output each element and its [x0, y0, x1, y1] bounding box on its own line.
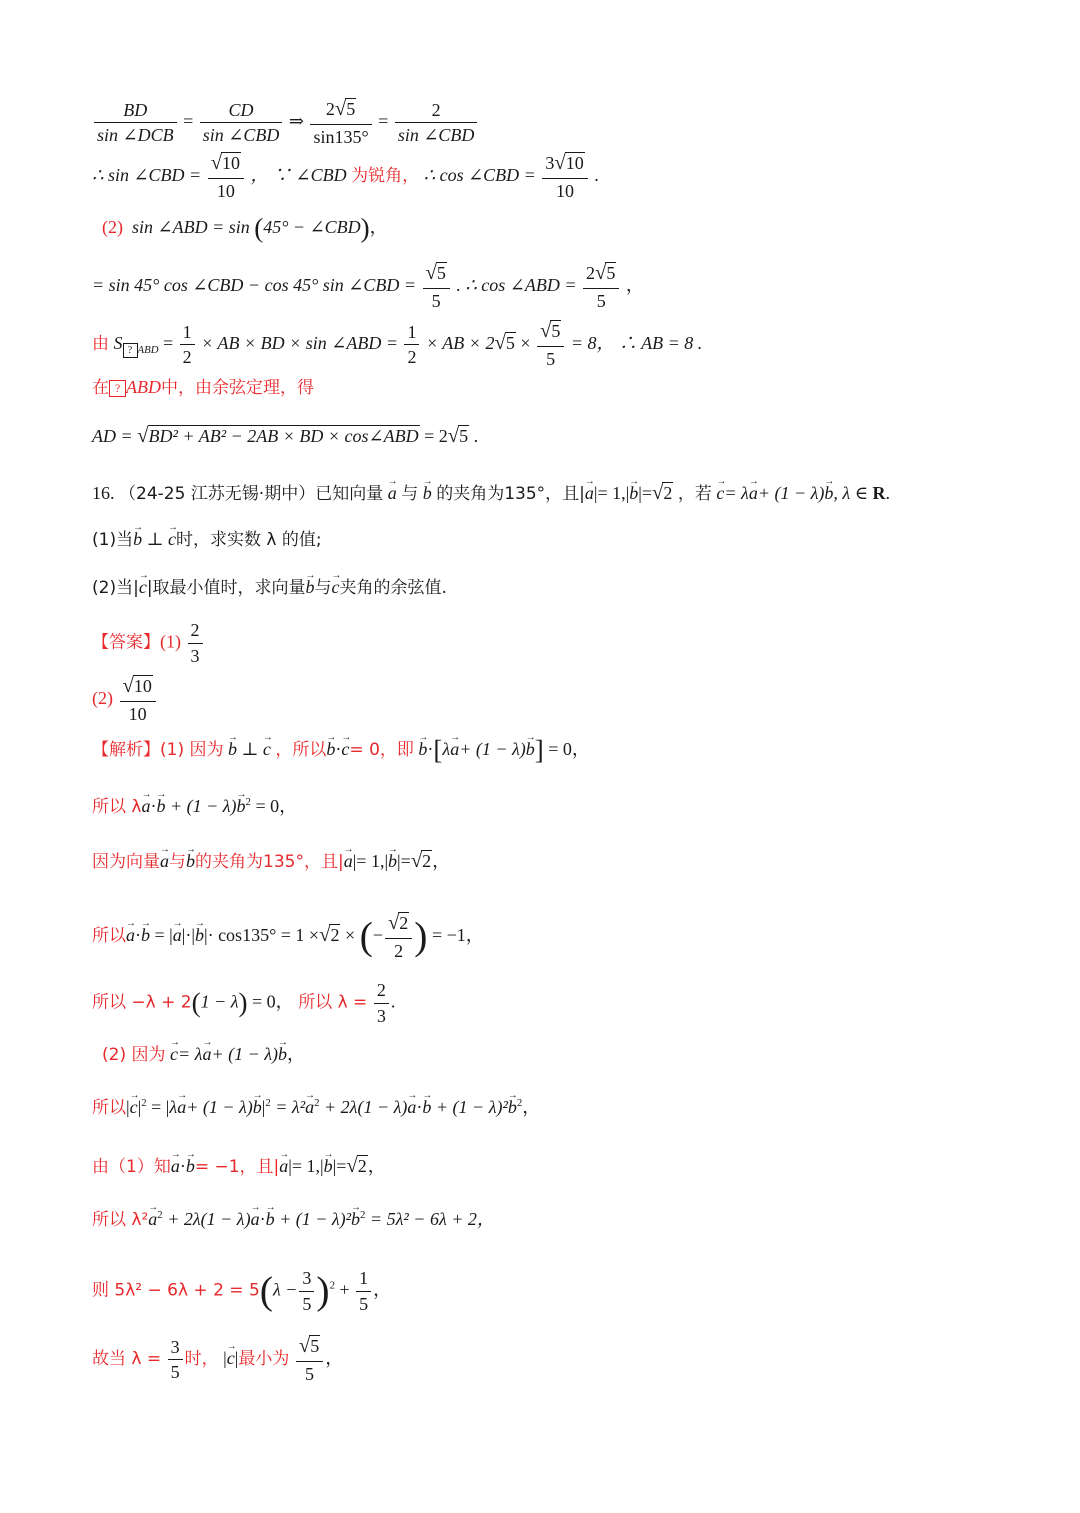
- numerator: [120, 675, 156, 702]
- abs-b: |=: [332, 1156, 347, 1176]
- radical-sign: √: [652, 482, 664, 504]
- c-def2: + (1 − λ): [211, 1044, 279, 1064]
- therefore-cos-cbd: ∴ cos ∠CBD =: [423, 164, 536, 185]
- radicand: 2: [399, 913, 409, 933]
- eq-law-of-sines: [92, 98, 479, 147]
- vec-a: a →: [450, 740, 459, 758]
- numerator: [296, 1335, 323, 1362]
- numerator: 3: [299, 1268, 314, 1292]
- vec-a: a →: [141, 797, 150, 815]
- vec-c: c →: [341, 740, 349, 758]
- s11-when: 时，: [184, 1348, 219, 1369]
- radicand: 5: [346, 99, 356, 119]
- radicand: 10: [133, 676, 152, 696]
- numerator: 2: [395, 100, 478, 124]
- denominator: sin ∠DCB: [97, 125, 174, 146]
- square: 2: [245, 796, 251, 808]
- s7-end: + 2λ(1 − λ): [324, 1097, 408, 1117]
- radical-sign: √: [210, 152, 223, 174]
- radicand-cosine-law: BD² + AB² − 2AB × BD × cos∠ABD: [148, 426, 419, 446]
- paren-close: ): [414, 913, 428, 958]
- area-expr: × AB × BD × sin ∠ABD =: [201, 332, 398, 353]
- s7-end: + 2λ(1 − λ): [167, 1209, 251, 1229]
- vec-a: a →: [407, 1098, 416, 1116]
- frac-sqrt2-2: [385, 912, 412, 961]
- comma: ，: [522, 1097, 541, 1117]
- frac-2-3: [188, 620, 203, 666]
- question-16: [92, 482, 890, 504]
- vec-a: a →: [126, 926, 135, 944]
- square: 2: [329, 1279, 335, 1292]
- c-def: = λ: [724, 483, 749, 503]
- denominator: 10: [556, 180, 574, 201]
- so-lambda: 所以 λ: [92, 797, 142, 817]
- s9-end: = 5λ² − 6λ + 2，: [369, 1209, 495, 1229]
- frac-3-5: [299, 1268, 314, 1314]
- you-text: 由: [92, 333, 109, 354]
- numerator: [537, 320, 564, 347]
- frac-bd-sin-dcb: [94, 100, 177, 146]
- lambda: λ: [169, 1097, 178, 1117]
- vec-c: c →: [332, 578, 340, 596]
- equals: =: [163, 332, 174, 353]
- s7-so: 所以: [92, 1098, 126, 1118]
- vec-c: c →: [716, 484, 724, 502]
- denominator: sin ∠CBD: [202, 125, 280, 146]
- solution-line-5: [92, 980, 395, 1026]
- s2-end: = 0，: [255, 796, 298, 816]
- equals: =: [183, 110, 194, 131]
- vec-b: b →: [266, 1210, 275, 1228]
- solution-line-1: 【解析】(1) 因为 b → ⊥ c → ，所以b →·c →= 0，即 b →·[λa →+ (1 − λ)b →] = 0，: [92, 740, 590, 762]
- perp-symbol: ⊥: [241, 739, 259, 759]
- s2-expr: + (1 − λ): [169, 796, 237, 816]
- solution-line-3: [92, 850, 450, 872]
- frac-3-5-min: [168, 1337, 183, 1383]
- sol1-end: = 0，: [548, 739, 590, 759]
- s10-then: 则 5λ² − 6λ + 2 = 5: [92, 1280, 260, 1301]
- paren-close: ): [238, 987, 248, 1018]
- solution-line-8: 由（1）知a →·b →= −1，且|a →|= 1,|b →|=√2，: [92, 1155, 386, 1177]
- ad-equals: AD =: [92, 426, 133, 446]
- vec-b: b →: [228, 740, 237, 758]
- square: 2: [360, 1209, 366, 1221]
- radical-sign: √: [554, 152, 566, 174]
- missing-glyph-icon: ?: [123, 343, 138, 358]
- vec-a: a →: [173, 926, 182, 944]
- coef: 2: [586, 263, 596, 283]
- abs-a-1: |= 1,|: [288, 1156, 324, 1176]
- vec-a: a →: [202, 1045, 211, 1063]
- numerator: BD: [94, 100, 177, 124]
- c-def: = λ: [177, 1044, 203, 1064]
- s10-inner: λ −: [272, 1279, 298, 1300]
- part1-pre: (1)当: [92, 530, 134, 550]
- vec-a: a →: [585, 484, 594, 502]
- radical-sign: √: [137, 425, 149, 447]
- vec-b: b →: [141, 926, 150, 944]
- vec-b: b →: [326, 740, 335, 758]
- solution-line-4: 所以a →·b → = |a →|·|b →|· cos135° = 1 ×√2 × (− $\frac{√2}{2}$ ) = −1，: [92, 912, 484, 961]
- vec-a: a →: [749, 484, 758, 502]
- denominator: 10: [128, 703, 147, 724]
- radicand: 5: [310, 1336, 320, 1356]
- answer-part2-label: (2): [92, 687, 113, 708]
- c-def2: + (1 − λ): [186, 1097, 253, 1117]
- cos-abd-expr: . ∴ cos ∠ABD =: [456, 274, 577, 295]
- denominator: 2: [182, 347, 192, 368]
- abs-a-1: |= 1,|: [352, 851, 389, 871]
- vec-b: b →: [237, 797, 246, 815]
- s7-end2: + (1 − λ)²: [435, 1097, 508, 1117]
- s5-so: 所以 −λ + 2: [92, 992, 192, 1013]
- vec-a: a →: [279, 1157, 288, 1175]
- times: ×: [520, 332, 531, 353]
- denominator: 5: [305, 1363, 315, 1384]
- ad-result: = 2: [424, 426, 448, 446]
- radicand: 5: [551, 321, 561, 341]
- comma: ，: [625, 274, 644, 295]
- solution-line-11: 故当 λ = $\frac{3}{5}$ 时， |c →|最小为 $\frac{√5}{5}$ ，: [92, 1335, 343, 1384]
- radical-sign: √: [346, 1155, 358, 1177]
- s5-eq: = 0，: [252, 991, 294, 1012]
- s-symbol: S: [113, 332, 123, 353]
- s4-end: = −1，: [431, 924, 484, 945]
- vec-c: c →: [130, 1098, 138, 1116]
- vec-b: b →: [422, 1098, 431, 1116]
- vec-a: a →: [148, 1210, 157, 1228]
- vec-b: b →: [824, 484, 833, 502]
- comma: ，: [367, 1156, 386, 1176]
- vec-b: b →: [186, 852, 195, 870]
- vec-b: b →: [156, 797, 165, 815]
- missing-glyph-icon: ?: [109, 380, 126, 397]
- vec-c: c →: [170, 1045, 178, 1063]
- solution-line-2: 所以 λa →·b → + (1 − λ)b →$^2$ = 0，: [92, 797, 297, 816]
- answer-2: [92, 675, 158, 724]
- vec-a: a →: [160, 852, 169, 870]
- abs-a-1: |= 1,|: [593, 483, 630, 503]
- bracket-close: ]: [534, 735, 544, 766]
- numerator: 1: [180, 322, 195, 346]
- radicand: 2: [663, 483, 673, 503]
- radical-sign: √: [387, 912, 400, 934]
- radicand: 2: [330, 924, 340, 945]
- comma: ，: [287, 1044, 306, 1064]
- s7-mid: = λ²: [275, 1097, 306, 1117]
- s5-so2: 所以 λ =: [298, 992, 368, 1013]
- numerator: [583, 262, 619, 289]
- with-text: 与: [314, 578, 332, 598]
- answer-label: 【答案】: [92, 632, 160, 653]
- s4-so: 所以: [92, 925, 126, 946]
- radical-sign: √: [298, 1335, 311, 1357]
- perp-symbol: ⊥: [146, 529, 164, 549]
- part1-post: 时，求实数 λ 的值;: [176, 530, 322, 550]
- vec-b: b →: [629, 484, 638, 502]
- zai-text: 在: [92, 378, 109, 398]
- times: ×: [344, 924, 356, 945]
- sol1-so: ，所以: [275, 740, 327, 760]
- frac-2-3-lambda: [374, 980, 389, 1026]
- part2-post: 夹角的余弦值.: [339, 578, 447, 598]
- part2-mid: |取最小值时，求向量: [146, 578, 306, 598]
- cosine-law-intro: [92, 378, 314, 397]
- denominator: 5: [359, 1293, 369, 1314]
- numerator: 1: [356, 1268, 371, 1292]
- denominator: 5: [302, 1293, 312, 1314]
- denominator: 5: [596, 290, 606, 311]
- reals-symbol: R: [872, 483, 886, 503]
- numerator: [542, 152, 587, 179]
- vec-b: b →: [195, 926, 204, 944]
- vec-b: b →: [526, 740, 535, 758]
- solution-label: 【解析】: [92, 740, 160, 760]
- period: .: [390, 991, 396, 1012]
- abs-b: |=: [397, 851, 411, 871]
- denominator: 5: [546, 348, 556, 369]
- numerator: [423, 262, 450, 289]
- denominator: 3: [376, 1005, 386, 1026]
- s8-eq: = −1，且|: [194, 1157, 280, 1177]
- cosine-law-text: 中，由余弦定理，得: [161, 378, 314, 398]
- answer-part1-label: (1): [160, 631, 181, 652]
- answer-1: [92, 620, 205, 666]
- period: .: [594, 164, 599, 185]
- equals: =: [154, 924, 165, 945]
- numerator: [208, 152, 244, 179]
- vec-c: c →: [168, 530, 176, 548]
- denominator: 2: [394, 940, 404, 961]
- frac-1-2b: [404, 322, 419, 368]
- angle-text: 的夹角为135°，且|: [436, 484, 585, 504]
- inner-expr: 45° − ∠CBD: [263, 217, 361, 237]
- frac-cd-sin-cbd: [200, 100, 283, 146]
- radicand: 2: [422, 851, 432, 871]
- frac-3sqrt10-10: [542, 152, 587, 201]
- question-16-part-2: [92, 578, 447, 597]
- vec-c: c →: [139, 578, 147, 596]
- question-16-part-1: [92, 530, 322, 549]
- radical-sign: √: [334, 98, 347, 120]
- numerator: 2: [188, 620, 203, 644]
- eq-sin-cos-cbd: [92, 152, 599, 201]
- bracket-open: [: [433, 735, 443, 766]
- square: 2: [516, 1097, 523, 1109]
- paren-open: (: [259, 1268, 273, 1313]
- coef: 3: [545, 153, 555, 173]
- eq-area: [92, 320, 702, 369]
- vec-b: b →: [306, 578, 315, 596]
- paren-open: (: [191, 987, 201, 1018]
- solution-line-9: 所以 λ²a →$^2$ + 2λ(1 − λ)a →·b → + (1 − λ)²b →$^2$ = 5λ² − 6λ + 2，: [92, 1210, 495, 1229]
- frac-2sqrt5-sin135: [310, 98, 371, 147]
- paren-close: ): [316, 1268, 330, 1313]
- radical-sign: √: [447, 425, 460, 447]
- denominator: 5: [170, 1362, 180, 1383]
- triangle-abd: ABD: [126, 377, 161, 397]
- frac-sqrt10-10-answer: [120, 675, 156, 724]
- s5-inner: 1 − λ: [200, 991, 239, 1012]
- numerator: 1: [404, 322, 419, 346]
- frac-1-2: [180, 322, 195, 368]
- s11-gu: 故当 λ =: [92, 1348, 162, 1369]
- vec-a: a →: [344, 852, 353, 870]
- numerator: [310, 98, 371, 125]
- abs-b: |=: [638, 483, 653, 503]
- sol1-eq0: = 0，即: [349, 740, 414, 760]
- s9-so: 所以 λ²: [92, 1210, 149, 1230]
- s11-min: 最小为: [238, 1348, 290, 1369]
- numerator: [385, 912, 412, 939]
- plus: +: [339, 1279, 350, 1300]
- with-text: 与: [169, 852, 186, 872]
- solution-line-6: [102, 1045, 305, 1064]
- expand-expr: = sin 45° cos ∠CBD − cos 45° sin ∠CBD =: [92, 274, 416, 295]
- therefore-sin-cbd: ∴ sin ∠CBD =: [92, 164, 202, 185]
- vec-b: b →: [253, 1098, 262, 1116]
- radical-sign: √: [410, 850, 423, 872]
- comma: ，: [432, 851, 451, 871]
- paren-close: ): [360, 213, 370, 244]
- vec-a: a →: [305, 1098, 314, 1116]
- period: .: [473, 426, 479, 446]
- solution-line-7: 所以$|c \to|^2 = |\lambda a \to+ (1 - \lambda)b \to|^2 = \lambda^2a \to^2 + 2\lambda(1 - \lambda)a \to\cdot b$ → + (1 − λ)²b →$^2$，: [92, 1098, 540, 1117]
- vec-b: b →: [278, 1045, 287, 1063]
- denominator: 3: [190, 645, 200, 666]
- eq-expand-sin-abd: [92, 262, 644, 311]
- area-result: = 8， ∴ AB = 8 .: [570, 332, 703, 353]
- radical-sign: √: [319, 923, 331, 946]
- eq-sin-abd: [102, 213, 388, 244]
- radicand: 2: [357, 1156, 367, 1176]
- frac-2sqrt5-5: [583, 262, 619, 311]
- denominator: sin ∠CBD: [397, 125, 475, 146]
- s3-text: 因为向量: [92, 852, 160, 872]
- denominator: 2: [407, 347, 417, 368]
- radicand: 5: [505, 332, 515, 353]
- radical-sign: √: [595, 262, 607, 284]
- vec-a: a →: [388, 484, 397, 502]
- equals: =: [378, 110, 389, 131]
- solution-line-10: [92, 1268, 391, 1314]
- radical-sign: √: [494, 331, 506, 354]
- radicand: 5: [436, 263, 446, 283]
- radicand: 5: [459, 426, 469, 446]
- radicand: 5: [606, 263, 616, 283]
- because-cbd: ， ∵ ∠CBD: [250, 164, 347, 185]
- s7-end2: + (1 − λ)²: [279, 1209, 352, 1229]
- frac-sqrt5-5b: [537, 320, 564, 369]
- part2-pre: (2)当|: [92, 578, 139, 598]
- s8-text: 由（1）知: [92, 1157, 171, 1177]
- s3-angle: 的夹角为135°，且|: [195, 852, 344, 872]
- question-source: （24-25 江苏无锡·期中）已知向量: [119, 484, 384, 504]
- vec-b: b →: [418, 740, 427, 758]
- vec-b: b →: [351, 1210, 360, 1228]
- comma: ，: [369, 217, 388, 237]
- part-2-label: (2): [102, 217, 123, 237]
- square: 2: [141, 1097, 147, 1109]
- comma: ，: [325, 1347, 344, 1368]
- c-def2: + (1 − λ): [757, 483, 825, 503]
- numerator: 3: [168, 1337, 183, 1361]
- if-text: ，若: [677, 484, 712, 504]
- square: 2: [265, 1097, 271, 1109]
- coef: 2: [325, 99, 335, 119]
- vec-b: b →: [423, 484, 432, 502]
- sol1-because: (1) 因为: [160, 740, 224, 760]
- vec-b: b →: [133, 530, 142, 548]
- numerator: CD: [200, 100, 283, 124]
- lambda: λ: [442, 739, 451, 759]
- radical-sign: √: [425, 262, 437, 284]
- vec-b: b →: [508, 1098, 517, 1116]
- comma: ，: [373, 1279, 392, 1300]
- radical-sign: √: [122, 675, 134, 697]
- vec-b: b →: [388, 852, 397, 870]
- frac-sqrt10-10: [208, 152, 244, 201]
- denominator: sin135°: [313, 126, 369, 147]
- area-expr2: × AB × 2: [425, 332, 495, 353]
- square: 2: [157, 1209, 163, 1221]
- question-number: 16.: [92, 483, 115, 503]
- vec-c: c →: [227, 1349, 235, 1367]
- radical-sign: √: [539, 320, 552, 342]
- square: 2: [314, 1097, 320, 1109]
- vec-b: b →: [186, 1157, 195, 1175]
- vec-b: b →: [324, 1157, 333, 1175]
- vec-a: a →: [251, 1210, 260, 1228]
- s4-cos: · cos135° = 1 ×: [207, 924, 320, 945]
- radicand: 10: [222, 153, 241, 173]
- frac-sqrt5-5-min: [296, 1335, 323, 1384]
- period: .: [885, 483, 891, 503]
- radicand: 10: [565, 153, 584, 173]
- frac-2-sin-cbd: [395, 100, 478, 146]
- eq-ad: [92, 425, 478, 447]
- paren-open: (: [359, 913, 373, 958]
- acute-text: 为锐角，: [351, 165, 420, 186]
- implies-arrow: ⇒: [288, 110, 304, 131]
- s6-label: (2) 因为: [102, 1045, 166, 1065]
- vec-c: c →: [263, 740, 271, 758]
- sin-abd-expr: sin ∠ABD = sin: [132, 217, 250, 237]
- bracket-expr: + (1 − λ): [459, 739, 526, 759]
- with-text: 与: [401, 484, 419, 504]
- vec-a: a →: [171, 1157, 180, 1175]
- frac-1-5: [356, 1268, 371, 1314]
- frac-sqrt5-5: [423, 262, 450, 311]
- denominator: 5: [431, 290, 441, 311]
- c-def3: , λ ∈: [833, 483, 869, 503]
- vec-a: a →: [177, 1098, 186, 1116]
- paren-open: (: [254, 213, 264, 244]
- numerator: 2: [374, 980, 389, 1004]
- sub-abd: ABD: [137, 344, 159, 357]
- denominator: 10: [216, 180, 235, 201]
